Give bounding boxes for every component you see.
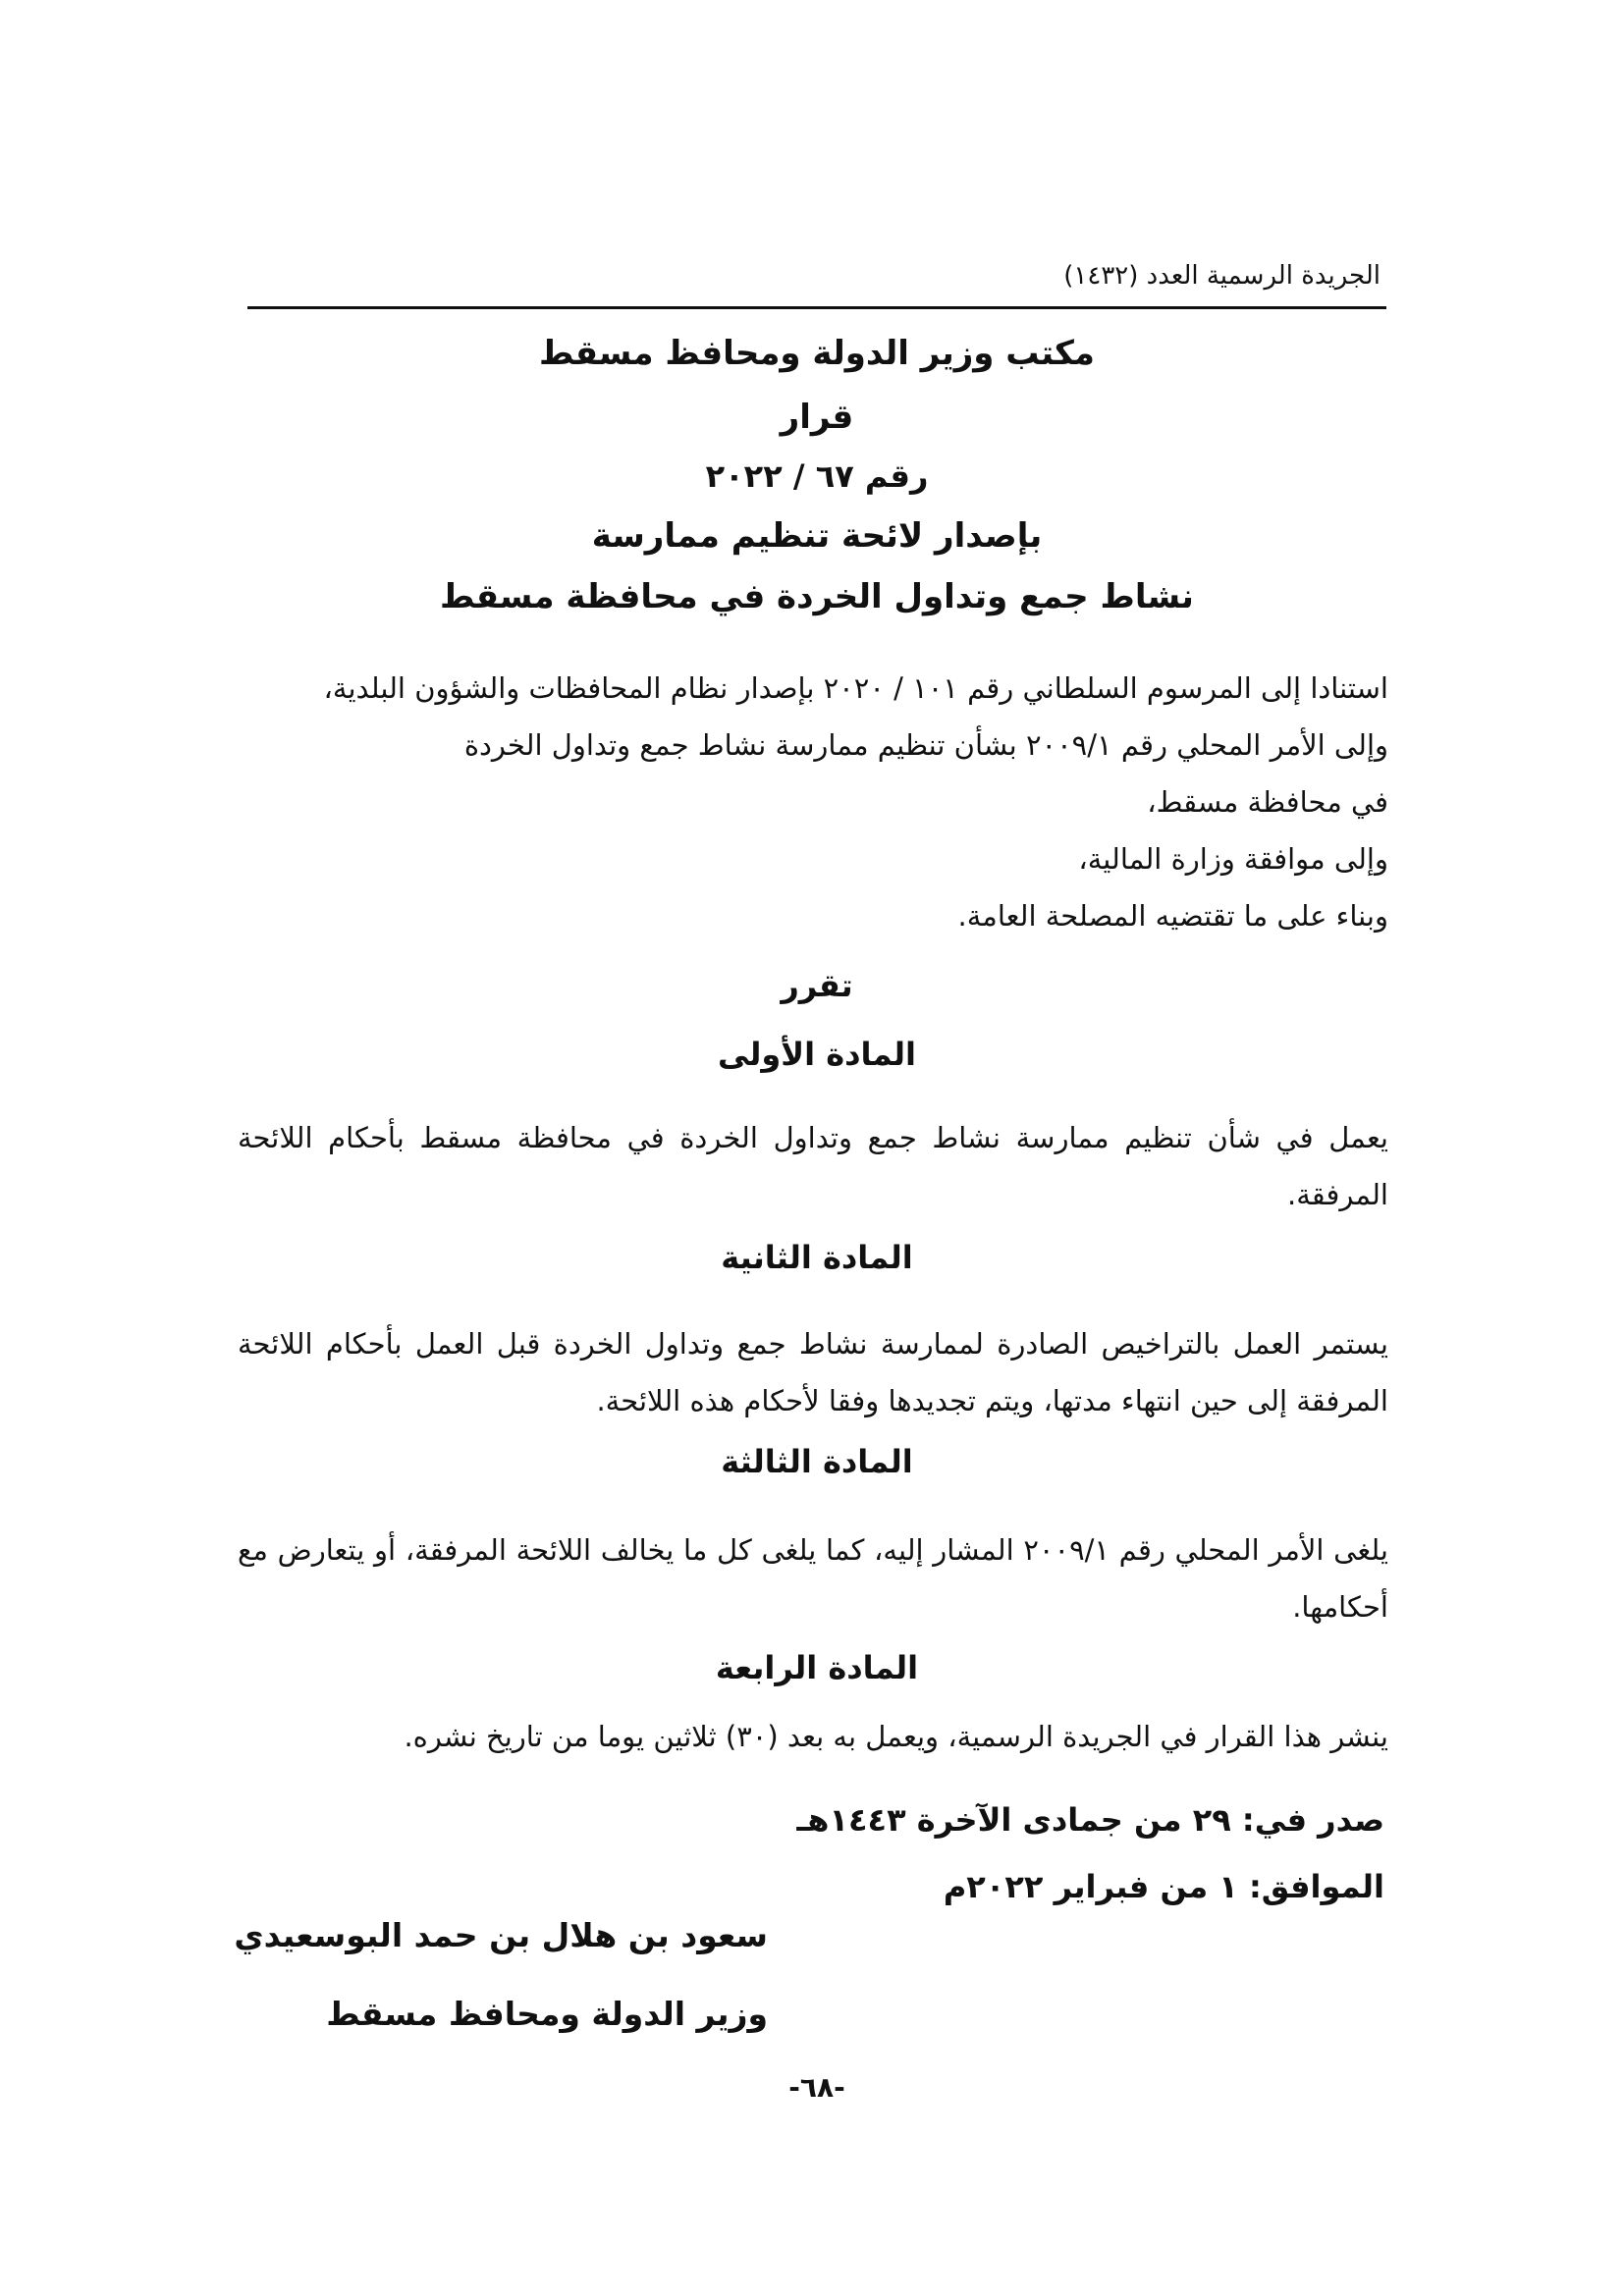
subject-line-2: نشاط جمع وتداول الخردة في محافظة مسقط (440, 577, 1194, 616)
preamble-line: استنادا إلى المرسوم السلطاني رقم ١٠١ / ٢٠٢٠ بإصدار نظام المحافظات والشؤون البلدية، (323, 671, 1388, 705)
preamble-line: في محافظة مسقط، (1147, 785, 1388, 819)
issuing-office: مكتب وزير الدولة ومحافظ مسقط (539, 334, 1095, 373)
article-1-text: يعمل في شأن تنظيم ممارسة نشاط جمع وتداول الخردة في محافظة مسقط بأحكام اللائحة المرفقة. (238, 1121, 1388, 1211)
issue-date-gregorian: الموافق: ١ من فبراير ٢٠٢٢م (943, 1868, 1384, 1905)
article-3-title: المادة الثالثة (721, 1443, 913, 1480)
page-number: -٦٨- (788, 2071, 845, 2104)
document-type: قرار (780, 398, 854, 437)
preamble-line: وإلى الأمر المحلي رقم ٢٠٠٩/١ بشأن تنظيم ممارسة نشاط جمع وتداول الخردة (463, 728, 1388, 762)
issue-dates (796, 1787, 1384, 1920)
signature-block (234, 1896, 768, 2054)
preamble-line: وبناء على ما تقتضيه المصلحة العامة. (957, 899, 1388, 933)
decides-heading: تقرر (781, 967, 853, 1004)
subject-line-1: بإصدار لائحة تنظيم ممارسة (591, 516, 1043, 556)
signatory-name: سعود بن هلال بن حمد البوسعيدي (234, 1916, 768, 1954)
preamble (238, 660, 1388, 944)
article-2-title: المادة الثانية (721, 1239, 913, 1276)
decision-number: رقم ٦٧ / ٢٠٢٢ (705, 457, 929, 495)
article-1-title: المادة الأولى (718, 1036, 916, 1073)
article-3-text: يلغى الأمر المحلي رقم ٢٠٠٩/١ المشار إليه، كما يلغى كل ما يخالف اللائحة المرفقة، أو يتعارض مع أحكامها. (238, 1533, 1389, 1624)
gazette-header: الجريدة الرسمية العدد (١٤٣٢) (1063, 261, 1380, 291)
preamble-line: وإلى موافقة وزارة المالية، (1078, 842, 1388, 876)
article-2-text: يستمر العمل بالتراخيص الصادرة لممارسة نشاط جمع وتداول الخردة قبل العمل بأحكام اللائحة المرفقة إلى حين انتهاء مدتها، ويتم تجديدها وفقا لأحكام هذه اللائحة. (238, 1327, 1388, 1417)
article-4-text: ينشر هذا القرار في الجريدة الرسمية، ويعمل به بعد (٣٠) ثلاثين يوما من تاريخ نشره. (404, 1720, 1388, 1753)
header-divider (247, 306, 1386, 309)
article-4-title: المادة الرابعة (715, 1649, 919, 1686)
signatory-title: وزير الدولة ومحافظ مسقط (326, 1995, 768, 2033)
issue-date-hijri: صدر في: ٢٩ من جمادى الآخرة ١٤٤٣هـ (796, 1801, 1384, 1839)
